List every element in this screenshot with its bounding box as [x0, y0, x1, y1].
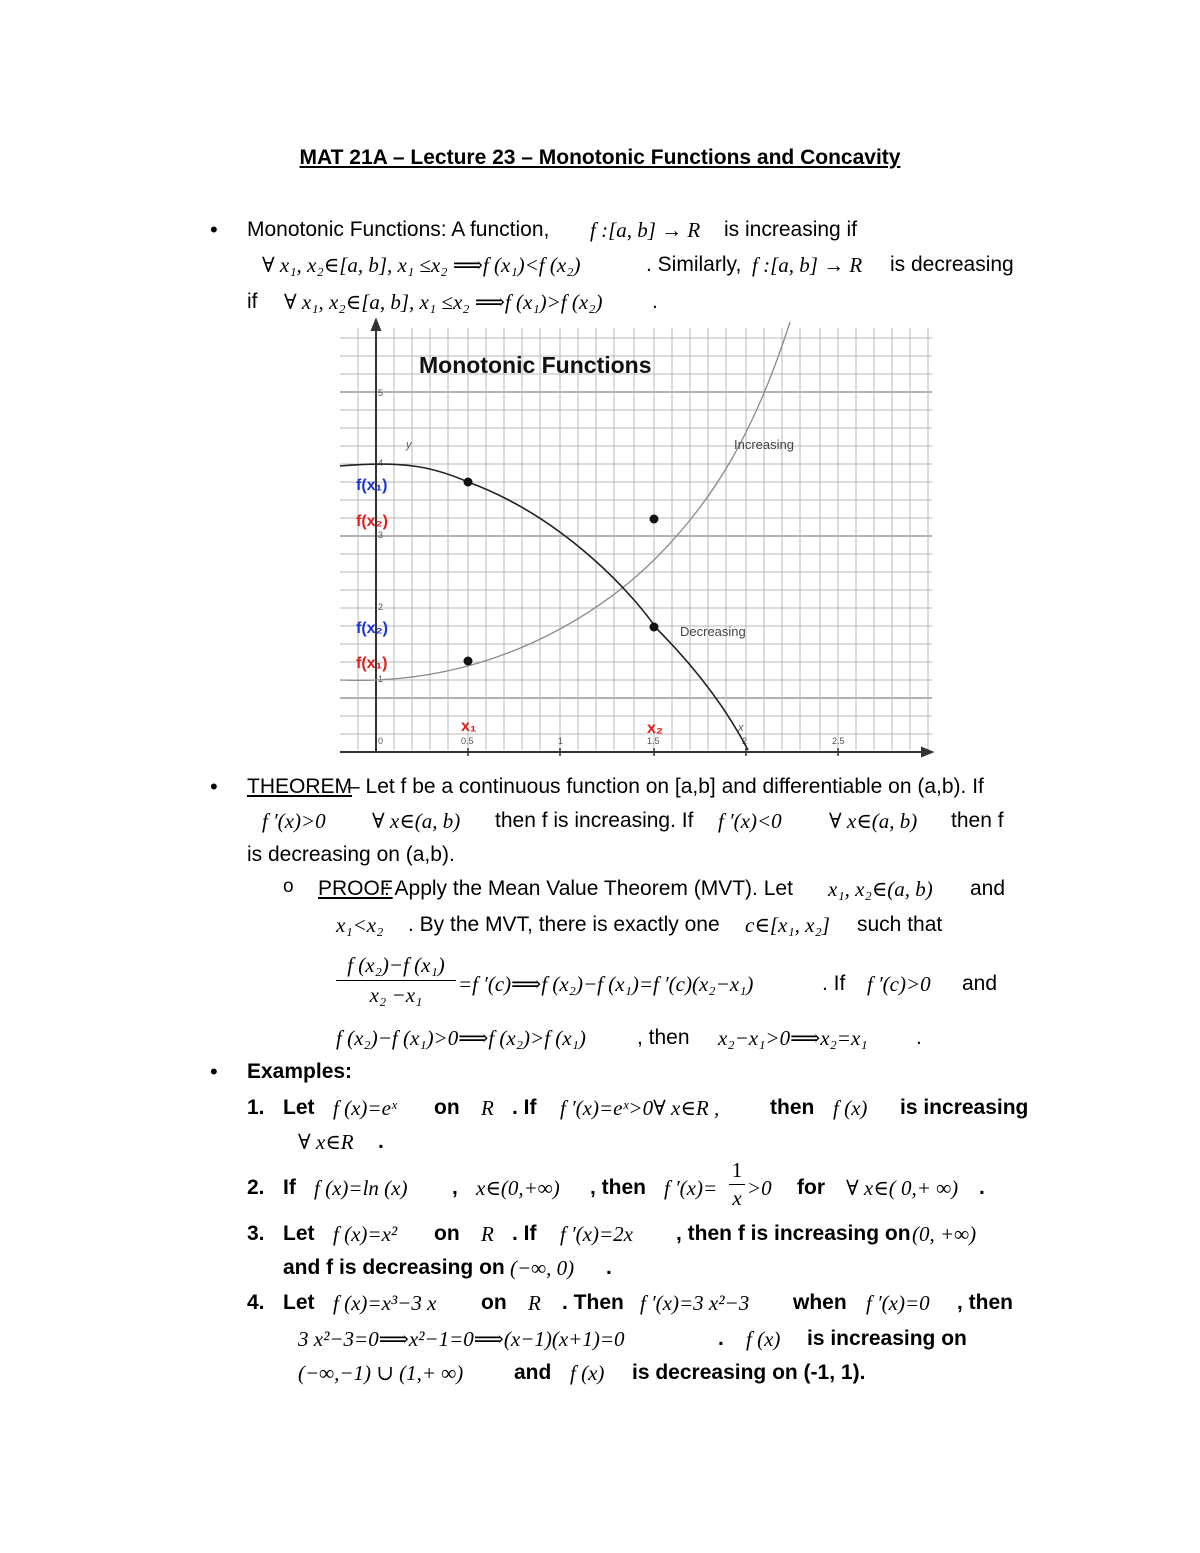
monotonic-functions-graph	[336, 318, 936, 758]
increasing-label: Increasing	[734, 437, 794, 452]
math-expression: f ′(c)>0	[867, 972, 931, 996]
fx2-bottom-label: f(x₂)	[356, 620, 388, 637]
y-tick-label: 1	[378, 674, 384, 684]
math-expression: (−∞,−1) ∪ (1,+ ∞)	[298, 1361, 464, 1385]
proof-text: . If	[822, 972, 846, 995]
x-axis-label: x	[738, 722, 744, 734]
definition-text: is increasing if	[724, 218, 858, 241]
example-text: Let	[283, 1291, 315, 1314]
math-expression: f (x₂)−f (x₁)>0⟹f (x₂)>f (x₁)	[336, 1026, 586, 1050]
example-text: . If	[512, 1222, 537, 1245]
examples-heading: Examples:	[247, 1060, 353, 1083]
point-decreasing-x1	[464, 478, 473, 487]
math-expression: f (x)=x²	[333, 1222, 398, 1246]
math-expression: f (x)=x³−3 x	[333, 1291, 437, 1315]
fraction-denominator: x	[732, 1186, 742, 1210]
math-expression: R	[481, 1096, 494, 1120]
example-text: on	[434, 1222, 460, 1245]
example-text: for	[797, 1176, 825, 1199]
math-expression: (0, +∞)	[912, 1222, 977, 1246]
increasing-condition: ∀ x₁, x₂∈[a, b], x₁ ≤x₂ ⟹f (x₁)<f (x₂)	[262, 253, 581, 277]
math-expression: R	[481, 1222, 494, 1246]
decreasing-condition: ∀ x₁, x₂∈[a, b], x₁ ≤x₂ ⟹f (x₁)>f (x₂)	[284, 290, 603, 314]
decreasing-label: Decreasing	[680, 624, 746, 639]
example-text: ,	[452, 1176, 458, 1199]
y-tick-label: 5	[378, 388, 384, 398]
math-expression: =f ′(c)⟹f (x₂)−f (x₁)=f ′(c)(x₂−x₁)	[458, 972, 754, 996]
example-text: then	[770, 1096, 815, 1119]
x-tick-label: 0	[378, 736, 384, 746]
math-expression: c∈[x₁, x₂]	[745, 913, 830, 937]
example-text: is increasing on	[807, 1327, 967, 1350]
x-tick-label: 2	[742, 736, 748, 746]
point-increasing-x1	[464, 657, 473, 666]
definition-text: is decreasing	[890, 253, 1014, 276]
math-expression: x₂−x₁>0⟹x₂=x₁	[718, 1026, 868, 1050]
example-text: , then	[957, 1291, 1013, 1314]
fraction-denominator: x₂ −x₁	[369, 983, 423, 1007]
fx1-bottom-label: f(x₁)	[356, 655, 388, 672]
y-tick-label: 2	[378, 602, 384, 612]
bullet: •	[210, 774, 218, 799]
x-tick-label: 0.5	[461, 736, 474, 746]
example-text: .	[718, 1327, 724, 1350]
example-text: .	[606, 1256, 612, 1279]
example-text: when	[793, 1291, 847, 1314]
y-tick-label: 4	[378, 458, 384, 468]
example-text: is increasing	[900, 1096, 1029, 1119]
fraction-bar	[729, 1184, 745, 1185]
point-decreasing-x2	[650, 623, 659, 632]
math-expression: x∈(0,+∞)	[476, 1176, 560, 1200]
definition-text: if	[247, 290, 258, 313]
math-expression: 3 x²−3=0⟹x²−1=0⟹(x−1)(x+1)=0	[298, 1327, 625, 1351]
fx1-top-label: f(x₁)	[356, 477, 388, 494]
grid	[340, 328, 932, 750]
math-expression: f (x)	[570, 1361, 605, 1385]
example-text: If	[283, 1176, 296, 1199]
example-text: .	[979, 1176, 985, 1199]
proof-text: , then	[637, 1026, 690, 1049]
x-tick-label: 1	[558, 736, 564, 746]
axes	[340, 320, 932, 756]
mvt-fraction	[336, 953, 456, 1008]
example-text: . Then	[562, 1291, 624, 1314]
math-expression: f ′(x)=	[664, 1176, 718, 1200]
example-number: 4.	[247, 1291, 265, 1314]
math-expression: f ′(x)=eˣ>0∀ x∈R ,	[560, 1096, 720, 1120]
theorem-heading: THEOREM	[247, 775, 352, 798]
sub-bullet: o	[283, 876, 294, 897]
page-title: MAT 21A – Lecture 23 – Monotonic Functions and Concavity	[299, 146, 901, 169]
graph-title: Monotonic Functions	[419, 352, 652, 378]
bullet: •	[210, 217, 218, 242]
math-expression: ∀ x∈( 0,+ ∞)	[846, 1176, 959, 1200]
math-expression: f (x)=ln (x)	[314, 1176, 408, 1200]
proof-text: and	[962, 972, 998, 995]
x2-label: x₂	[647, 720, 664, 737]
fraction-bar	[336, 980, 456, 981]
proof-text: such that	[857, 913, 943, 936]
example-number: 2.	[247, 1176, 265, 1199]
example-text: and	[514, 1361, 552, 1384]
y-tick-label: 3	[378, 530, 384, 540]
derivative-fraction	[729, 1158, 745, 1211]
math-expression: f ′(x)=2x	[560, 1222, 633, 1246]
example-text: Let	[283, 1222, 315, 1245]
math-expression: f ′(x)=3 x²−3	[640, 1291, 750, 1315]
math-domain: ∀ x∈(a, b)	[829, 809, 918, 833]
example-number: 3.	[247, 1222, 265, 1245]
math-domain: ∀ x∈(a, b)	[372, 809, 461, 833]
theorem-text: then f	[951, 809, 1004, 832]
function-notation: f :[a, b] → R	[590, 218, 701, 242]
fraction-numerator: f (x₂)−f (x₁)	[347, 953, 445, 977]
example-text: .	[378, 1130, 384, 1153]
math-expression: f (x)	[833, 1096, 868, 1120]
theorem-text: – Let f be a continuous function on [a,b] and differentiable on (a,b). If	[348, 775, 984, 798]
example-text: , then	[590, 1176, 646, 1199]
math-expression: f (x)	[746, 1327, 781, 1351]
function-notation: f :[a, b] → R	[752, 253, 863, 277]
math-expression: >0	[747, 1176, 772, 1200]
point-increasing-x2	[650, 515, 659, 524]
math-expression: ∀ x∈R	[298, 1130, 354, 1154]
proof-text: and	[970, 877, 1006, 900]
fraction-numerator: 1	[731, 1158, 743, 1182]
y-axis-label: y	[406, 439, 412, 451]
example-text: . If	[512, 1096, 537, 1119]
proof-text: . By the MVT, there is exactly one	[408, 913, 720, 936]
theorem-text: is decreasing on (a,b).	[247, 843, 455, 866]
fx2-top-label: f(x₂)	[356, 513, 388, 530]
x1-label: x₁	[461, 718, 477, 735]
example-text: and f is decreasing on	[283, 1256, 505, 1279]
proof-text: .	[916, 1026, 922, 1049]
example-text: is decreasing on (-1, 1).	[632, 1361, 866, 1384]
proof-text: : Apply the Mean Value Theorem (MVT). Let	[384, 877, 793, 900]
bullet: •	[210, 1059, 218, 1084]
math-expression: x₁<x₂	[336, 913, 384, 937]
math-expression: x₁, x₂∈(a, b)	[828, 877, 933, 901]
math-derivative: f ′(x)>0	[262, 809, 326, 833]
x-tick-label: 1.5	[647, 736, 660, 746]
theorem-text: then f is increasing. If	[495, 809, 694, 832]
decreasing-curve	[340, 464, 748, 750]
x-tick-label: 2.5	[832, 736, 845, 746]
math-expression: (−∞, 0)	[510, 1256, 575, 1280]
example-number: 1.	[247, 1096, 265, 1119]
example-text: on	[481, 1291, 507, 1314]
definition-text: .	[652, 290, 658, 313]
math-derivative: f ′(x)<0	[718, 809, 782, 833]
math-expression: f (x)=eˣ	[333, 1096, 397, 1120]
math-expression: f ′(x)=0	[866, 1291, 930, 1315]
math-expression: R	[528, 1291, 541, 1315]
definition-intro: Monotonic Functions: A function,	[247, 218, 550, 241]
example-text: , then f is increasing on	[676, 1222, 911, 1245]
definition-text: . Similarly,	[646, 253, 742, 276]
example-text: on	[434, 1096, 460, 1119]
example-text: Let	[283, 1096, 315, 1119]
proof-heading: PROOF	[318, 877, 393, 900]
